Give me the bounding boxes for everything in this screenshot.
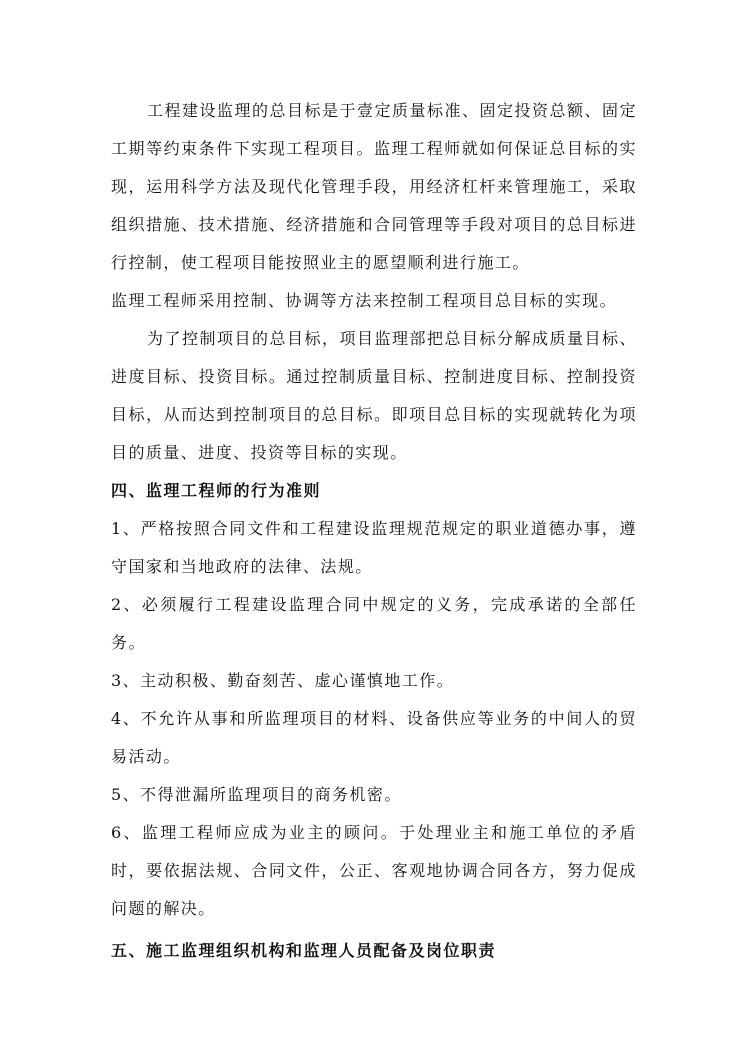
rule-item-3: 3、主动积极、勤奋刻苦、虚心谨慎地工作。 [111, 671, 455, 690]
document-body [111, 92, 637, 970]
paragraph-control-methods: 监理工程师采用控制、协调等方法来控制工程项目总目标的实现。 [111, 291, 618, 310]
rule-item-4: 4、不允许从事和所监理项目的材料、设备供应等业务的中间人的贸易活动。 [111, 709, 637, 766]
paragraph-objective-breakdown: 为了控制项目的总目标，项目监理部把总目标分解成质量目标、进度目标、投资目标。通过控制质量目标、控制进度目标、控制投资目标，从而达到控制项目的总目标。即项目总目标的实现就转化为项目的质量、进度、投资等目标的实现。 [111, 329, 637, 462]
section-heading-organization: 五、施工监理组织机构和监理人员配备及岗位职责 [111, 941, 497, 960]
paragraph-total-objective: 工程建设监理的总目标是于壹定质量标准、固定投资总额、固定工期等约束条件下实现工程项目。监理工程师就如何保证总目标的实现，运用科学方法及现代化管理手段，用经济杠杆来管理施工，采取组织措施、技术措施、经济措施和合同管理等手段对项目的总目标进行控制，使工程项目能按照业主的愿望顺利进行施工。 [111, 101, 637, 272]
section-heading-code-of-conduct: 四、监理工程师的行为准则 [111, 481, 322, 500]
rule-item-1: 1、严格按照合同文件和工程建设监理规范规定的职业道德办事，遵守国家和当地政府的法律、法规。 [111, 519, 637, 576]
rule-item-5: 5、不得泄漏所监理项目的商务机密。 [111, 785, 402, 804]
rule-item-2: 2、必须履行工程建设监理合同中规定的义务，完成承诺的全部任务。 [111, 595, 637, 652]
rule-item-6: 6、监理工程师应成为业主的顾问。于处理业主和施工单位的矛盾时，要依据法规、合同文件，公正、客观地协调合同各方，努力促成问题的解决。 [111, 823, 637, 918]
